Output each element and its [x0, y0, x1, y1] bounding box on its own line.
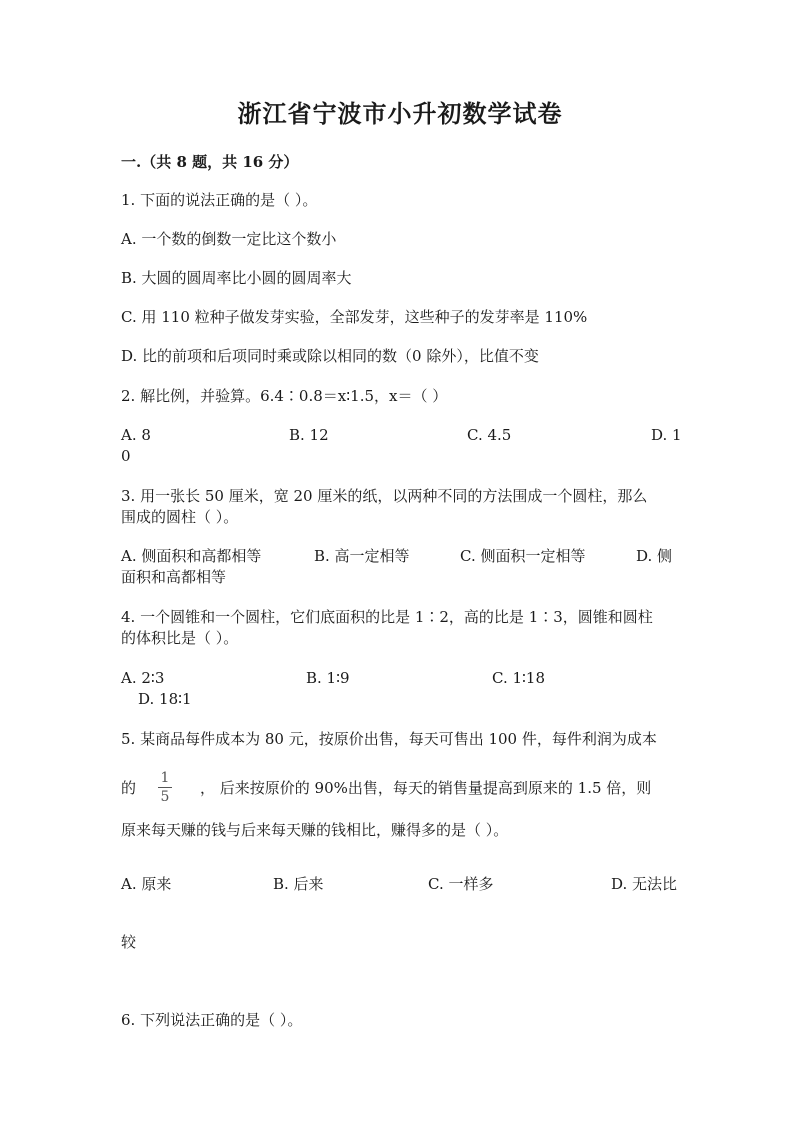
- question-1-option-a: A. 一个数的倒数一定比这个数小: [121, 230, 337, 248]
- question-5-option-d: D. 无法比: [611, 875, 678, 893]
- section-heading: 一.（共 8 题，共 16 分）: [121, 153, 299, 171]
- question-3-option-b: B. 高一定相等: [314, 547, 410, 565]
- question-5-stem-line-1: 5. 某商品每件成本为 80 元，按原价出售，每天可售出 100 件，每件利润为成本: [121, 730, 657, 748]
- question-5-option-b: B. 后来: [273, 875, 324, 893]
- question-2-option-a: A. 8: [121, 426, 151, 444]
- question-4-stem-line-1: 4. 一个圆锥和一个圆柱，它们底面积的比是 1∶2，高的比是 1∶3，圆锥和圆柱: [121, 608, 653, 626]
- question-3-option-d: D. 侧: [636, 547, 673, 565]
- fraction-bar: [158, 787, 172, 788]
- question-5-option-a: A. 原来: [121, 875, 172, 893]
- question-4-option-b: B. 1∶9: [306, 669, 350, 687]
- question-1-stem: 1. 下面的说法正确的是（ ）。: [121, 191, 318, 209]
- question-2-option-b: B. 12: [289, 426, 329, 444]
- question-4-option-c: C. 1∶18: [492, 669, 546, 687]
- question-1-option-b: B. 大圆的圆周率比小圆的圆周率大: [121, 269, 352, 287]
- question-3-stem-line-2: 围成的圆柱（ ）。: [121, 508, 239, 526]
- question-5-option-d-wrap: 较: [121, 933, 137, 951]
- question-3-option-a: A. 侧面积和高都相等: [121, 547, 262, 565]
- question-3-stem-line-1: 3. 用一张长 50 厘米，宽 20 厘米的纸，以两种不同的方法围成一个圆柱，那么: [121, 487, 648, 505]
- question-5-stem-line-2-prefix: 的: [121, 779, 137, 797]
- question-6-stem: 6. 下列说法正确的是（ ）。: [121, 1011, 303, 1029]
- question-4-option-d: D. 18∶1: [138, 690, 192, 708]
- question-3-option-c: C. 侧面积一定相等: [460, 547, 586, 565]
- question-4-option-a: A. 2∶3: [121, 669, 165, 687]
- fraction-denominator: 5: [160, 789, 170, 805]
- question-5-option-c: C. 一样多: [428, 875, 494, 893]
- question-1-option-d: D. 比的前项和后项同时乘或除以相同的数（0 除外），比值不变: [121, 347, 539, 365]
- question-2-option-c: C. 4.5: [467, 426, 512, 444]
- question-5-stem-line-2: ， 后来按原价的 90%出售，每天的销售量提高到原来的 1.5 倍，则: [200, 779, 652, 797]
- question-2-stem: 2. 解比例，并验算。6.4∶0.8＝x∶1.5，x＝（ ）: [121, 387, 448, 405]
- fraction-numerator: 1: [160, 770, 170, 786]
- question-4-stem-line-2: 的体积比是（ ）。: [121, 629, 239, 647]
- exam-title: 浙江省宁波市小升初数学试卷: [237, 99, 563, 128]
- question-5-stem-line-3: 原来每天赚的钱与后来每天赚的钱相比，赚得多的是（ ）。: [121, 821, 509, 839]
- question-1-option-c: C. 用 110 粒种子做发芽实验，全部发芽，这些种子的发芽率是 110%: [121, 308, 588, 326]
- question-5-fraction: [158, 770, 172, 805]
- question-2-option-d-wrap: 0: [121, 447, 131, 465]
- question-2-option-d: D. 1: [651, 426, 682, 444]
- question-3-option-d-wrap: 面积和高都相等: [121, 568, 227, 586]
